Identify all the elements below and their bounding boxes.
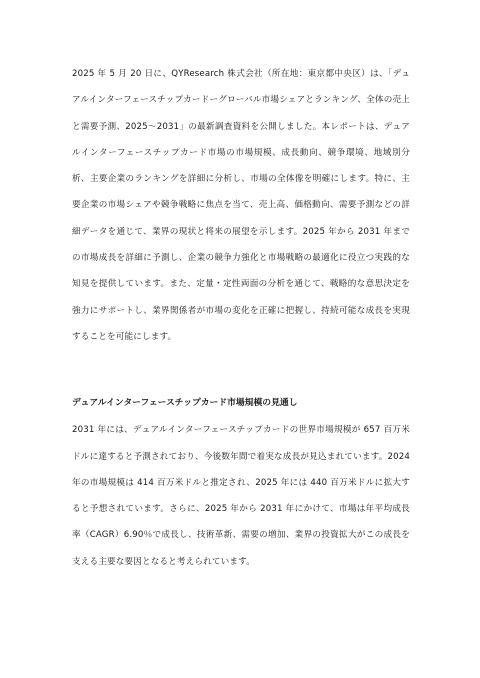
section-heading: デュアルインターフェースチップカード市場規模の見通し <box>72 398 298 409</box>
intro-paragraph: 2025 年 5 月 20 日に、QYResearch 株式会社（所在地：東京都中央区）は、「デュアルインターフェースチップカードーグローバル市場シェアとランキング、全体の売上と需要予測、2025～2031」の最新調査資料を公開しました。本レポートは、デュアルインターフェースチップカード市場の市場規模、成長動向、競争環境、地域別分析、主要企業のランキングを詳細に分析し、市場の全体像を明確にします。特に、主要企業の市場シェアや競争戦略に焦点を当て、売上高、価格動向、需要予測などの詳細データを通じて、業界の現状と将来の展望を示します。2025 年から 2031 年までの市場成長を詳細に予測し、企業の競争力強化と市場戦略の最適化に役立つ実践的な知見を提供しています。また、定量・定性両面の分析を通じて、戦略的な意思決定を強力にサポートし、業界関係者が市場の変化を正確に把握し、持続可能な成長を実現することを可能にします。 <box>72 69 410 342</box>
market-size-paragraph: 2031 年には、デュアルインターフェースチップカードの世界市場規模が 657 百万米ドルに達すると予測されており、今後数年間で着実な成長が見込まれています。2024 年の市場規模は 414 百万米ドルと推定され、2025 年には 440 百万米ドルに拡大すると予想されています。さらに、2025 年から 2031 年にかけて、市場は年平均成長率（CAGR）6.90％で成長し、技術革新、需要の増加、業界の投資拡大がこの成長を支える主要な要因となると考えられています。 <box>72 425 410 567</box>
